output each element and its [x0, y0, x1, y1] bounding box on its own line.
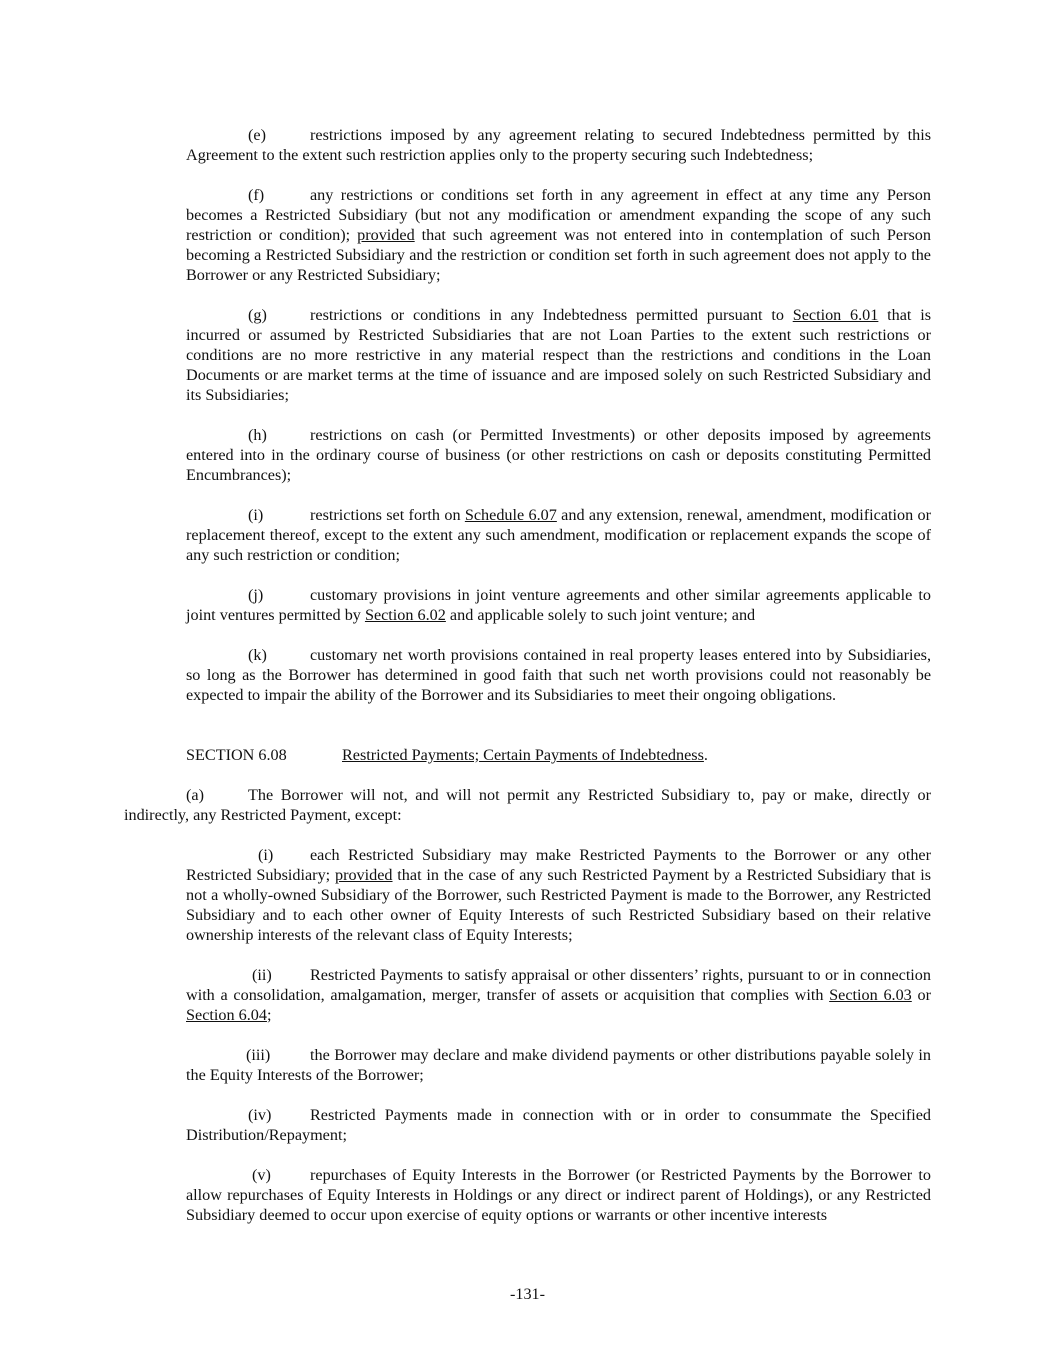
clause-text: restrictions imposed by any agreement relating to secured Indebtedness permitted by this Agreement to the extent such restriction applies only to the property securing such Indebtedness;: [186, 126, 931, 164]
clause-text: customary net worth provisions contained in real property leases entered into by Subsidiaries, so long as the Borrower has determined in good faith that such net worth provisions could not reasonably be expected to impair the ability of the Borrower and its Subsidiaries to meet their ongoing obligations.: [186, 646, 931, 704]
clause-h: [186, 425, 931, 485]
item-iv: [186, 1105, 931, 1145]
item-text: that in the case of any such Restricted Payment by a Restricted Subsidiary that is not a wholly-owned Subsidiary of the Borrower, such Restricted Payment is made to the Borrower, any Restricted Subsidiary and to each other owner of Equity Interests of such Restricted Subsidiary based on their relative ownership interests of the relevant class of Equity Interests;: [186, 866, 932, 944]
clause-text: restrictions or conditions in any Indebtedness permitted pursuant to: [310, 306, 793, 324]
item-text: Restricted Payments to satisfy appraisal or other dissenters’ rights, pursuant to or in connection with a consolidation, amalgamation, merger, transfer of assets or acquisition that complies with: [186, 966, 931, 1004]
clause-text: and applicable solely to such joint venture; and: [445, 606, 756, 624]
item-text: Restricted Payments made in connection with or in order to consummate the Specified Distribution/Repayment;: [186, 1106, 931, 1144]
item-label: (v): [252, 1166, 271, 1184]
section-heading: SECTION 6.08 Restricted Payments; Certain Payments of Indebtedness.: [186, 746, 708, 764]
item-label: (iv): [248, 1106, 272, 1124]
section-reference: Section 6.03: [829, 986, 912, 1004]
clause-g: [186, 305, 931, 405]
clause-text: and any extension, renewal, amendment, modification or replacement thereof, except to the extent any such amendment, modification or replacement expands the scope of any such restriction or condition;: [186, 506, 931, 564]
clause-i: [186, 505, 931, 565]
clause-label: (i): [248, 506, 264, 524]
section-reference: Section 6.01: [792, 306, 879, 324]
schedule-reference: Schedule 6.07: [464, 506, 557, 524]
clause-label: (f): [248, 186, 265, 204]
section-reference: Section 6.02: [364, 606, 446, 624]
clause-label: (e): [248, 126, 266, 144]
clause-label: (h): [248, 426, 267, 444]
provided-term: provided: [334, 866, 393, 884]
item-iii: [186, 1045, 931, 1085]
item-label: (ii): [252, 966, 272, 984]
clause-label: (g): [248, 306, 267, 324]
item-i: [186, 845, 931, 945]
clause-label: (k): [248, 646, 267, 664]
clause-f: [186, 185, 931, 285]
clause-text: customary provisions in joint venture agreements and other similar agreements applicable to joint ventures permitted by: [186, 586, 931, 624]
clause-text: restrictions set forth on: [310, 506, 465, 524]
clause-text: that such agreement was not entered into in contemplation of such Person becoming a Restricted Subsidiary and the restriction or condition set forth in such agreement does not apply to the Borrower or any Restricted Subsidiary;: [186, 226, 931, 284]
paragraph-text: The Borrower will not, and will not permit any Restricted Subsidiary to, pay or make, directly or indirectly, any Restricted Payment, except:: [124, 786, 931, 824]
clause-label: (j): [248, 586, 264, 604]
page-number: -131-: [509, 1285, 546, 1303]
clause-text: any restrictions or conditions set forth in any agreement in effect at any time any Person becomes a Restricted Subsidiary (but not any modification or amendment expanding the scope of any such restriction or condition);: [186, 186, 931, 244]
item-label: (iii): [246, 1046, 271, 1064]
clause-k: [186, 645, 931, 705]
item-ii: (ii) Restricted Payments to satisfy appraisal or other dissenters’ rights, pursuant to or in connection with a consolidation, amalgamation, merger, transfer of assets or acquisition that complies with Section 6.03 or Section 6.04;: [186, 966, 931, 1024]
clause-text: that is incurred or assumed by Restricted Subsidiaries that are not Loan Parties to the extent such restrictions or conditions are no more restrictive in any material respect than the restrictions and conditions in the Loan Documents or are market terms at the time of issuance and are imposed solely on such Restricted Subsidiary and its Subsidiaries;: [186, 306, 931, 404]
section-number: SECTION 6.08: [186, 746, 287, 764]
clause-j: [186, 585, 931, 625]
paragraph-label: (a): [186, 786, 204, 804]
paragraph-a: [124, 785, 931, 825]
section-reference: Section 6.04: [186, 1006, 267, 1024]
item-label: (i): [258, 846, 274, 864]
section-title: Restricted Payments; Certain Payments of Indebtedness: [342, 746, 704, 764]
provided-term: provided: [357, 226, 415, 244]
item-text: the Borrower may declare and make dividend payments or other distributions payable solely in the Equity Interests of the Borrower;: [186, 1046, 931, 1084]
clause-e: [186, 125, 931, 165]
item-v: [186, 1165, 931, 1225]
item-text: each Restricted Subsidiary may make Restricted Payments to the Borrower or any other Restricted Subsidiary;: [186, 846, 931, 884]
item-text: repurchases of Equity Interests in the Borrower (or Restricted Payments by the Borrower to allow repurchases of Equity Interests in Holdings or any direct or indirect parent of Holdings), or any Restricted Subsidiary deemed to occur upon exercise of equity options or warrants or other incentive interests: [186, 1166, 931, 1224]
clause-text: restrictions on cash (or Permitted Investments) or other deposits imposed by agreements entered into in the ordinary course of business (or other restrictions on cash or deposits constituting Permitted Encumbrances);: [186, 426, 931, 484]
